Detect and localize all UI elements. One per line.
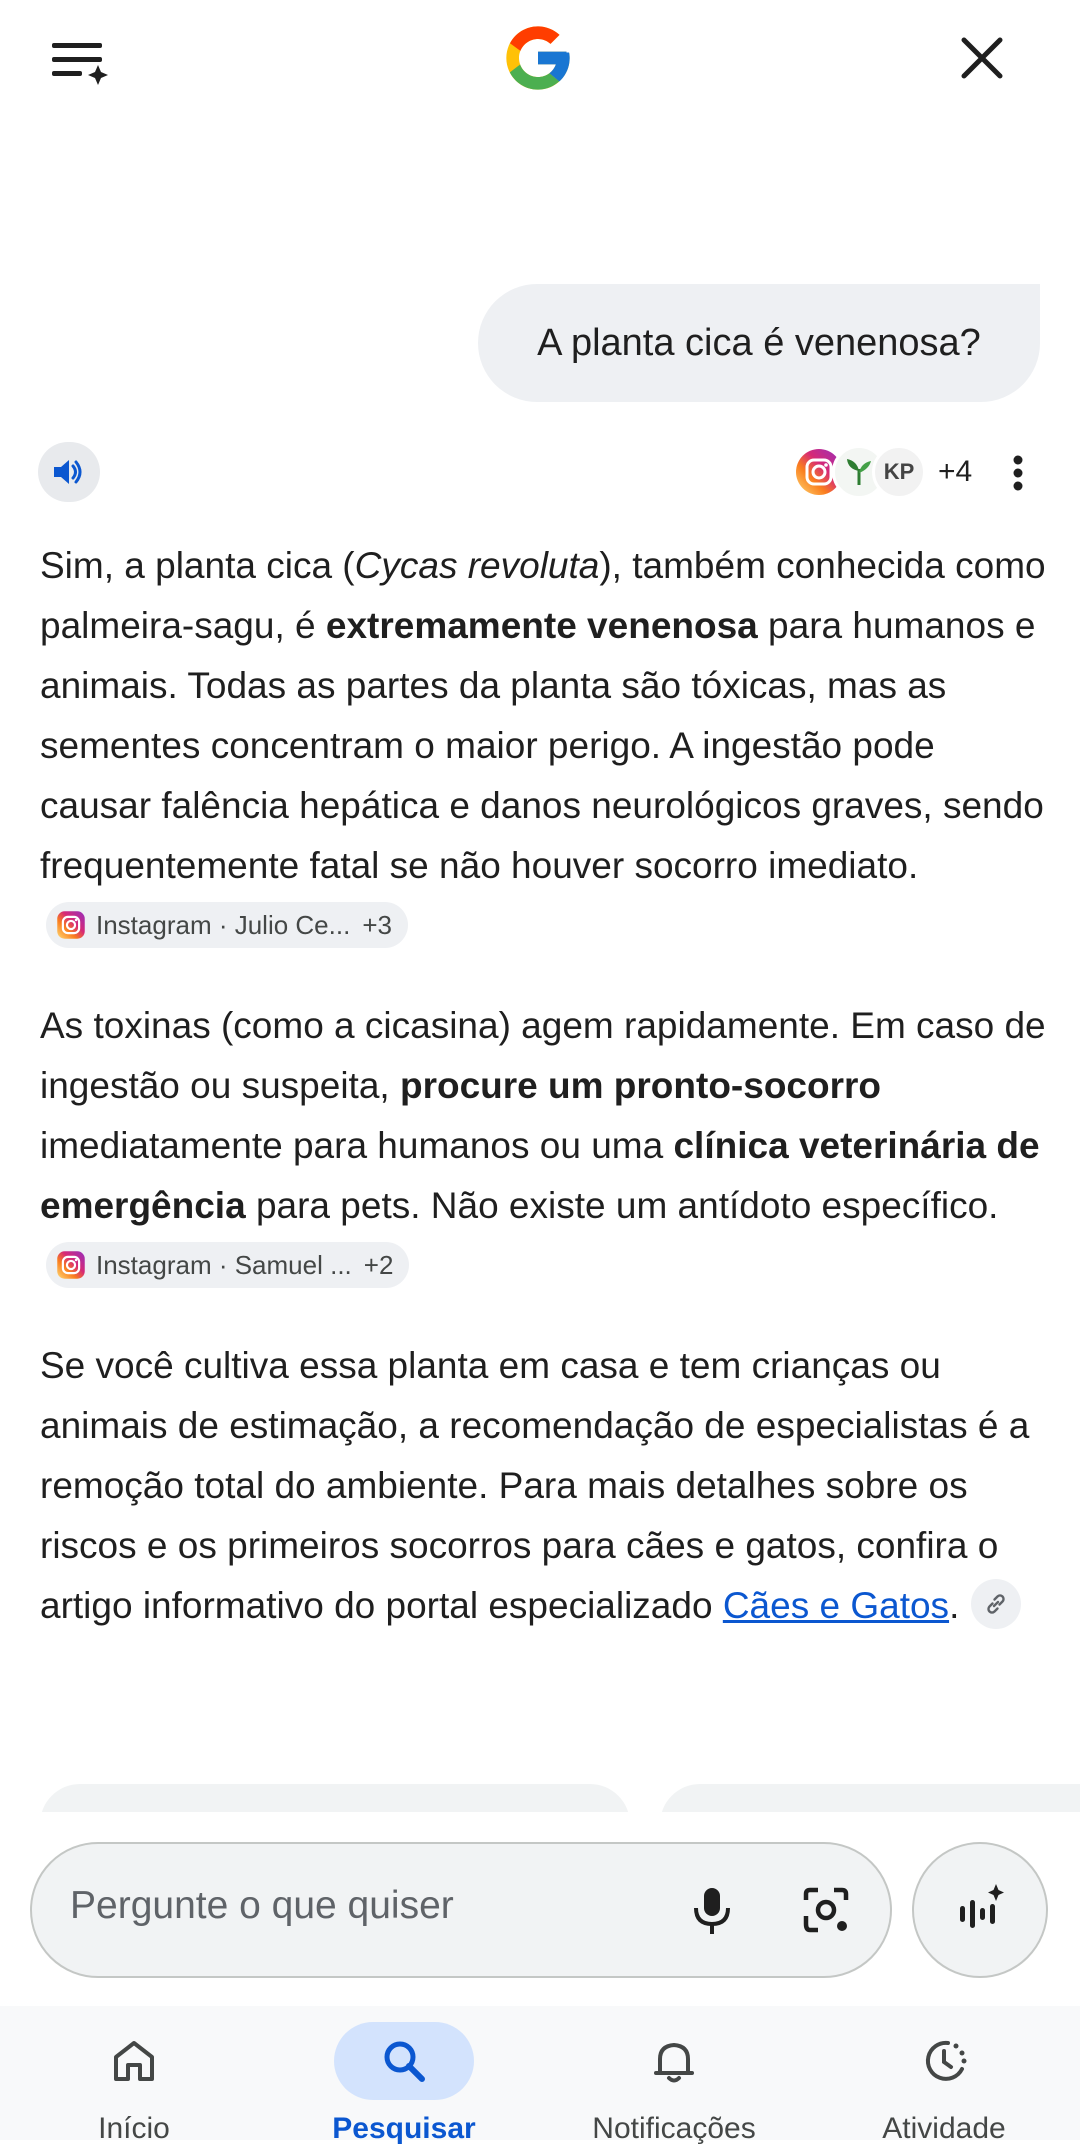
search-placeholder: Pergunte o que quiser — [70, 1884, 454, 1927]
listen-button[interactable] — [38, 442, 100, 502]
camera-lens-icon[interactable] — [796, 1880, 856, 1940]
nav-item-atividade[interactable]: Atividade — [844, 2006, 1044, 2140]
link-chip[interactable] — [971, 1579, 1021, 1629]
ai-answer — [40, 536, 1050, 1676]
bottom-navigation — [0, 2006, 1080, 2145]
sources-button[interactable] — [792, 444, 972, 500]
answer-paragraph-3: Se você cultiva essa planta em casa e tem crianças ou animais de estimação, a recomendação de especialistas é a remoção total do ambiente. Para mais detalhes sobre os riscos e os primeiros socorros para cães e gatos, confira o artigo informativo do portal especializado Cães e Gatos. — [40, 1336, 1050, 1636]
extra-sources-count: +4 — [938, 455, 973, 488]
search-icon — [378, 2035, 430, 2087]
answer-paragraph-2: As toxinas (como a cicasina) agem rapidamente. Em caso de ingestão ou suspeita, procure um pronto-socorro imediatamente para humanos ou uma clínica veterinária de emergência para pets. Não existe um antídoto específico. Instagram · Samuel ... +2 — [40, 996, 1050, 1296]
answer-paragraph-1: Sim, a planta cica (Cycas revoluta), também conhecida como palmeira-sagu, é extremamente venenosa para humanos e animais. Todas as partes da planta são tóxicas, mas as sementes concentram o maior perigo. A ingestão pode causar falência hepática e danos neurológicos graves, sendo frequentemente fatal se não houver socorro imediato. Instagram · Julio Ce... +3 — [40, 536, 1050, 956]
activity-icon — [918, 2035, 970, 2087]
menu-sparkle-icon[interactable] — [40, 26, 120, 92]
nav-item-pesquisar[interactable]: Pesquisar — [304, 2006, 504, 2140]
google-g-logo — [496, 16, 580, 100]
more-vert-icon[interactable] — [998, 448, 1038, 498]
source-chip-1[interactable]: Instagram · Julio Ce... +3 — [46, 902, 408, 948]
user-query-text: A planta cica é venenosa? — [537, 321, 981, 364]
caes-e-gatos-link[interactable]: Cães e Gatos — [722, 1585, 950, 1626]
volume-icon — [52, 457, 86, 487]
nav-item-inicio[interactable]: Início — [34, 2006, 234, 2140]
search-input[interactable] — [30, 1842, 892, 1978]
bell-icon — [648, 2035, 700, 2087]
nav-item-notificacoes[interactable]: Notificações — [574, 2006, 774, 2140]
top-bar — [0, 0, 1080, 120]
link-icon — [983, 1591, 1009, 1617]
close-icon[interactable] — [950, 26, 1014, 90]
ai-live-button[interactable] — [912, 1842, 1048, 1978]
kp-source-avatar: KP — [872, 445, 926, 499]
user-query-bubble — [478, 284, 1040, 402]
instagram-icon — [56, 910, 86, 940]
source-chip-2[interactable]: Instagram · Samuel ... +2 — [46, 1242, 409, 1288]
instagram-icon — [56, 1250, 86, 1280]
home-icon — [108, 2035, 160, 2087]
voice-sparkle-icon — [950, 1880, 1010, 1940]
mic-icon[interactable] — [682, 1880, 742, 1940]
